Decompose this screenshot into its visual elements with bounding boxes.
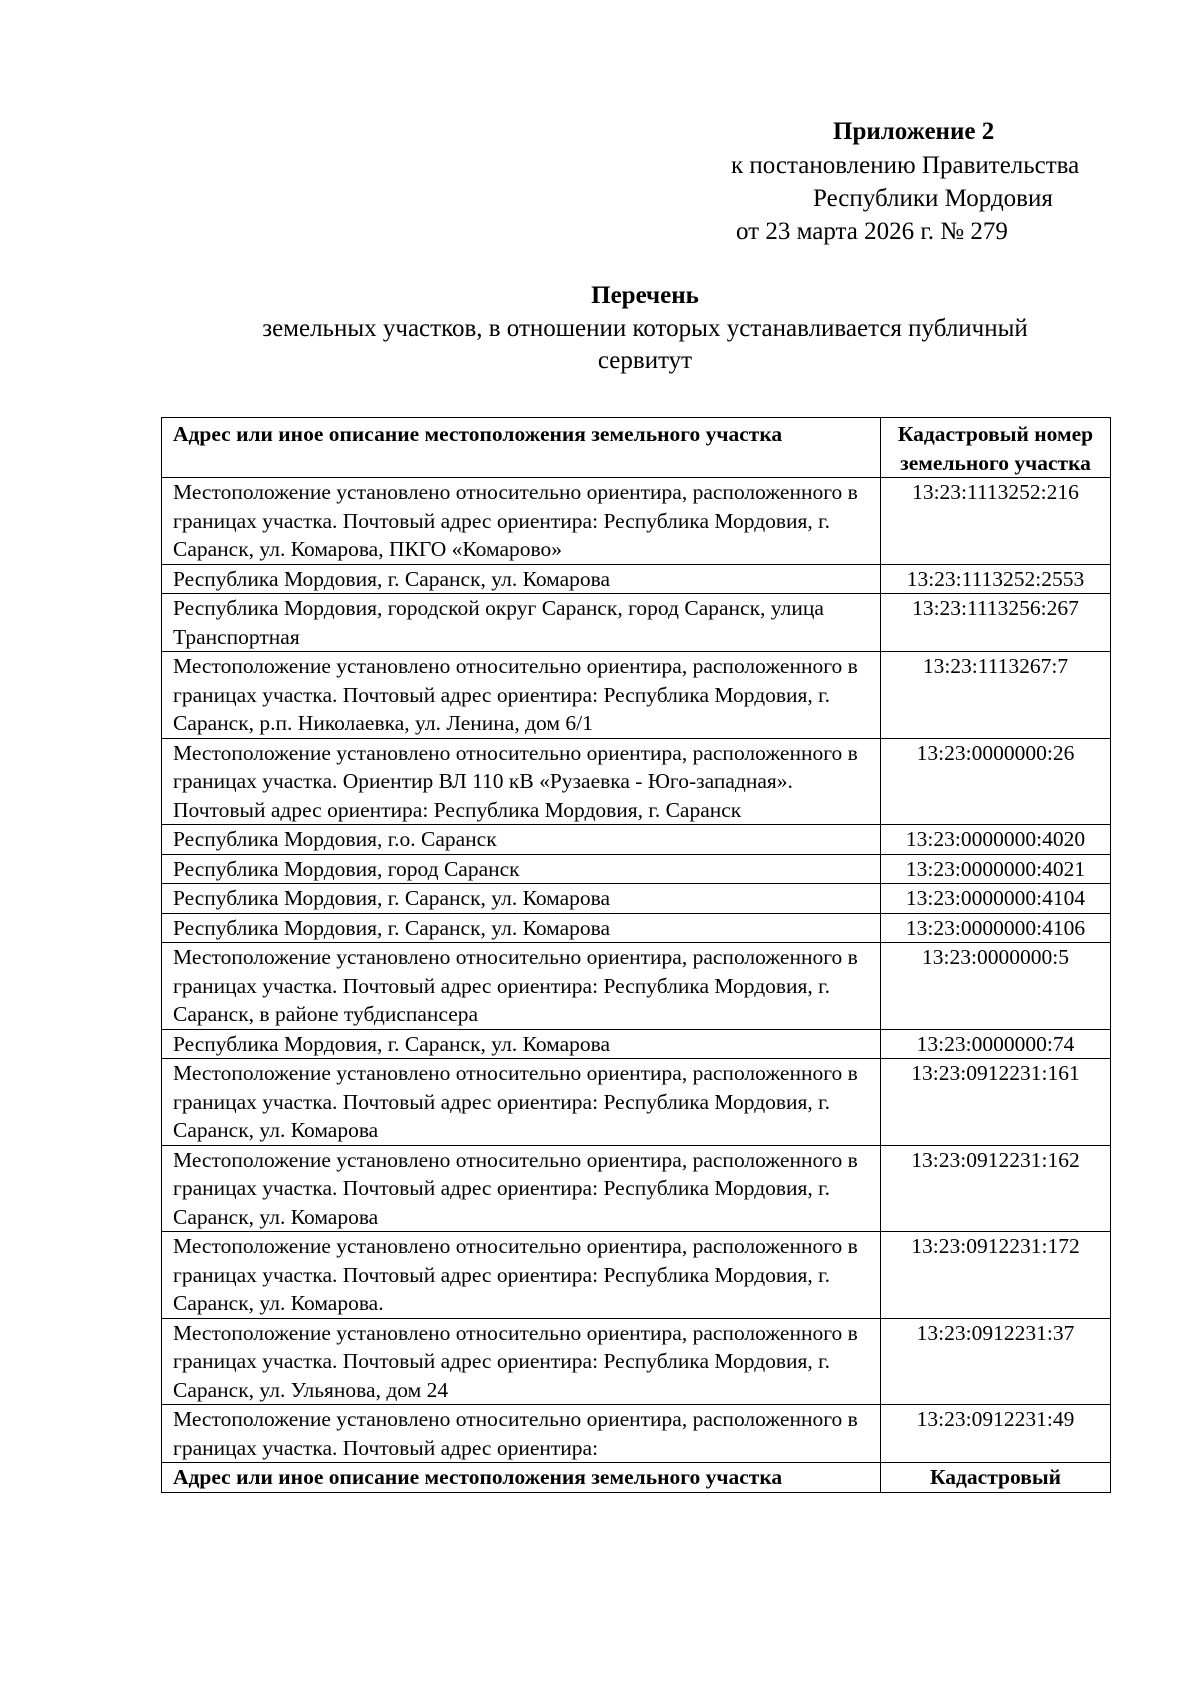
table-row bbox=[162, 854, 1111, 884]
address-cell: Республика Мордовия, г. Саранск, ул. Комарова bbox=[162, 913, 881, 943]
cadastral-number-cell: 13:23:1113252:2553 bbox=[881, 564, 1111, 594]
appendix-line-1: к постановлению Правительства bbox=[731, 152, 1080, 179]
address-cell: Местоположение установлено относительно ориентира, расположенного в границах участка. Почтовый адрес ориентира: Республика Мордовия, г. Саранск, ул. Ульянова, дом 24 bbox=[162, 1318, 881, 1405]
list-subtitle-line-2: сервитут bbox=[597, 347, 693, 374]
cadastral-column-header-repeat: Кадастровый bbox=[881, 1463, 1111, 1493]
table-row bbox=[162, 884, 1111, 914]
address-cell: Местоположение установлено относительно ориентира, расположенного в границах участка. Почтовый адрес ориентира: Республика Мордовия, г. Саранск, в районе тубдиспансера bbox=[162, 943, 881, 1030]
cadastral-number-cell: 13:23:0912231:37 bbox=[881, 1318, 1111, 1405]
table-row bbox=[162, 1145, 1111, 1232]
table-row bbox=[162, 652, 1111, 739]
cadastral-number-cell: 13:23:0000000:26 bbox=[881, 738, 1111, 825]
cadastral-number-cell: 13:23:0912231:172 bbox=[881, 1232, 1111, 1319]
address-cell: Местоположение установлено относительно ориентира, расположенного в границах участка. Почтовый адрес ориентира: Республика Мордовия, г. Саранск, ул. Комарова bbox=[162, 1145, 881, 1232]
table-row bbox=[162, 1059, 1111, 1146]
table-row bbox=[162, 943, 1111, 1030]
table-row bbox=[162, 594, 1111, 652]
table-row bbox=[162, 478, 1111, 565]
address-cell: Местоположение установлено относительно ориентира, расположенного в границах участка. Почтовый адрес ориентира: Республика Мордовия, г. Саранск, ул. Комарова bbox=[162, 1059, 881, 1146]
cadastral-number-cell: 13:23:0000000:74 bbox=[881, 1029, 1111, 1059]
table-row bbox=[162, 738, 1111, 825]
land-plots-table bbox=[161, 417, 1111, 1493]
cadastral-number-cell: 13:23:1113267:7 bbox=[881, 652, 1111, 739]
cadastral-column-header: Кадастровый номер земельного участка bbox=[881, 418, 1111, 478]
cadastral-number-cell: 13:23:0912231:162 bbox=[881, 1145, 1111, 1232]
cadastral-number-cell: 13:23:0000000:4106 bbox=[881, 913, 1111, 943]
cadastral-number-cell: 13:23:1113256:267 bbox=[881, 594, 1111, 652]
address-cell: Местоположение установлено относительно ориентира, расположенного в границах участка. Ориентир ВЛ 110 кВ «Рузаевка - Юго-западная». Почтовый адрес ориентира: Республика Мордовия, г. Саранск bbox=[162, 738, 881, 825]
cadastral-number-cell: 13:23:0912231:49 bbox=[881, 1405, 1111, 1463]
address-column-header: Адрес или иное описание местоположения земельного участка bbox=[162, 418, 881, 478]
address-cell: Республика Мордовия, городской округ Саранск, город Саранск, улица Транспортная bbox=[162, 594, 881, 652]
address-cell: Республика Мордовия, г. Саранск, ул. Комарова bbox=[162, 884, 881, 914]
cadastral-number-cell: 13:23:1113252:216 bbox=[881, 478, 1111, 565]
address-cell: Местоположение установлено относительно ориентира, расположенного в границах участка. Почтовый адрес ориентира: Республика Мордовия, г. Саранск, ул. Комарова. bbox=[162, 1232, 881, 1319]
table-row bbox=[162, 564, 1111, 594]
appendix-line-3: от 23 марта 2026 г. № 279 bbox=[736, 218, 1008, 245]
table-header-row bbox=[162, 418, 1111, 478]
appendix-title: Приложение 2 bbox=[833, 118, 995, 145]
address-cell: Республика Мордовия, г.о. Саранск bbox=[162, 825, 881, 855]
address-cell: Республика Мордовия, г. Саранск, ул. Комарова bbox=[162, 1029, 881, 1059]
table-row bbox=[162, 913, 1111, 943]
cadastral-number-cell: 13:23:0000000:4021 bbox=[881, 854, 1111, 884]
appendix-line-2: Республики Мордовия bbox=[813, 185, 1053, 212]
address-cell: Местоположение установлено относительно ориентира, расположенного в границах участка. Почтовый адрес ориентира: bbox=[162, 1405, 881, 1463]
address-cell: Республика Мордовия, г. Саранск, ул. Комарова bbox=[162, 564, 881, 594]
table-row bbox=[162, 1232, 1111, 1319]
table-repeated-header-row bbox=[162, 1463, 1111, 1493]
address-cell: Республика Мордовия, город Саранск bbox=[162, 854, 881, 884]
table-row bbox=[162, 1405, 1111, 1463]
address-column-header-repeat: Адрес или иное описание местоположения земельного участка bbox=[162, 1463, 881, 1493]
list-title: Перечень bbox=[591, 282, 699, 309]
cadastral-number-cell: 13:23:0912231:161 bbox=[881, 1059, 1111, 1146]
table-row bbox=[162, 1029, 1111, 1059]
cadastral-number-cell: 13:23:0000000:5 bbox=[881, 943, 1111, 1030]
table-row bbox=[162, 825, 1111, 855]
list-subtitle-line-1: земельных участков, в отношении которых устанавливается публичный bbox=[262, 315, 1028, 342]
cadastral-number-cell: 13:23:0000000:4104 bbox=[881, 884, 1111, 914]
cadastral-number-cell: 13:23:0000000:4020 bbox=[881, 825, 1111, 855]
table-row bbox=[162, 1318, 1111, 1405]
address-cell: Местоположение установлено относительно ориентира, расположенного в границах участка. Почтовый адрес ориентира: Республика Мордовия, г. Саранск, р.п. Николаевка, ул. Ленина, дом 6/1 bbox=[162, 652, 881, 739]
address-cell: Местоположение установлено относительно ориентира, расположенного в границах участка. Почтовый адрес ориентира: Республика Мордовия, г. Саранск, ул. Комарова, ПКГО «Комарово» bbox=[162, 478, 881, 565]
